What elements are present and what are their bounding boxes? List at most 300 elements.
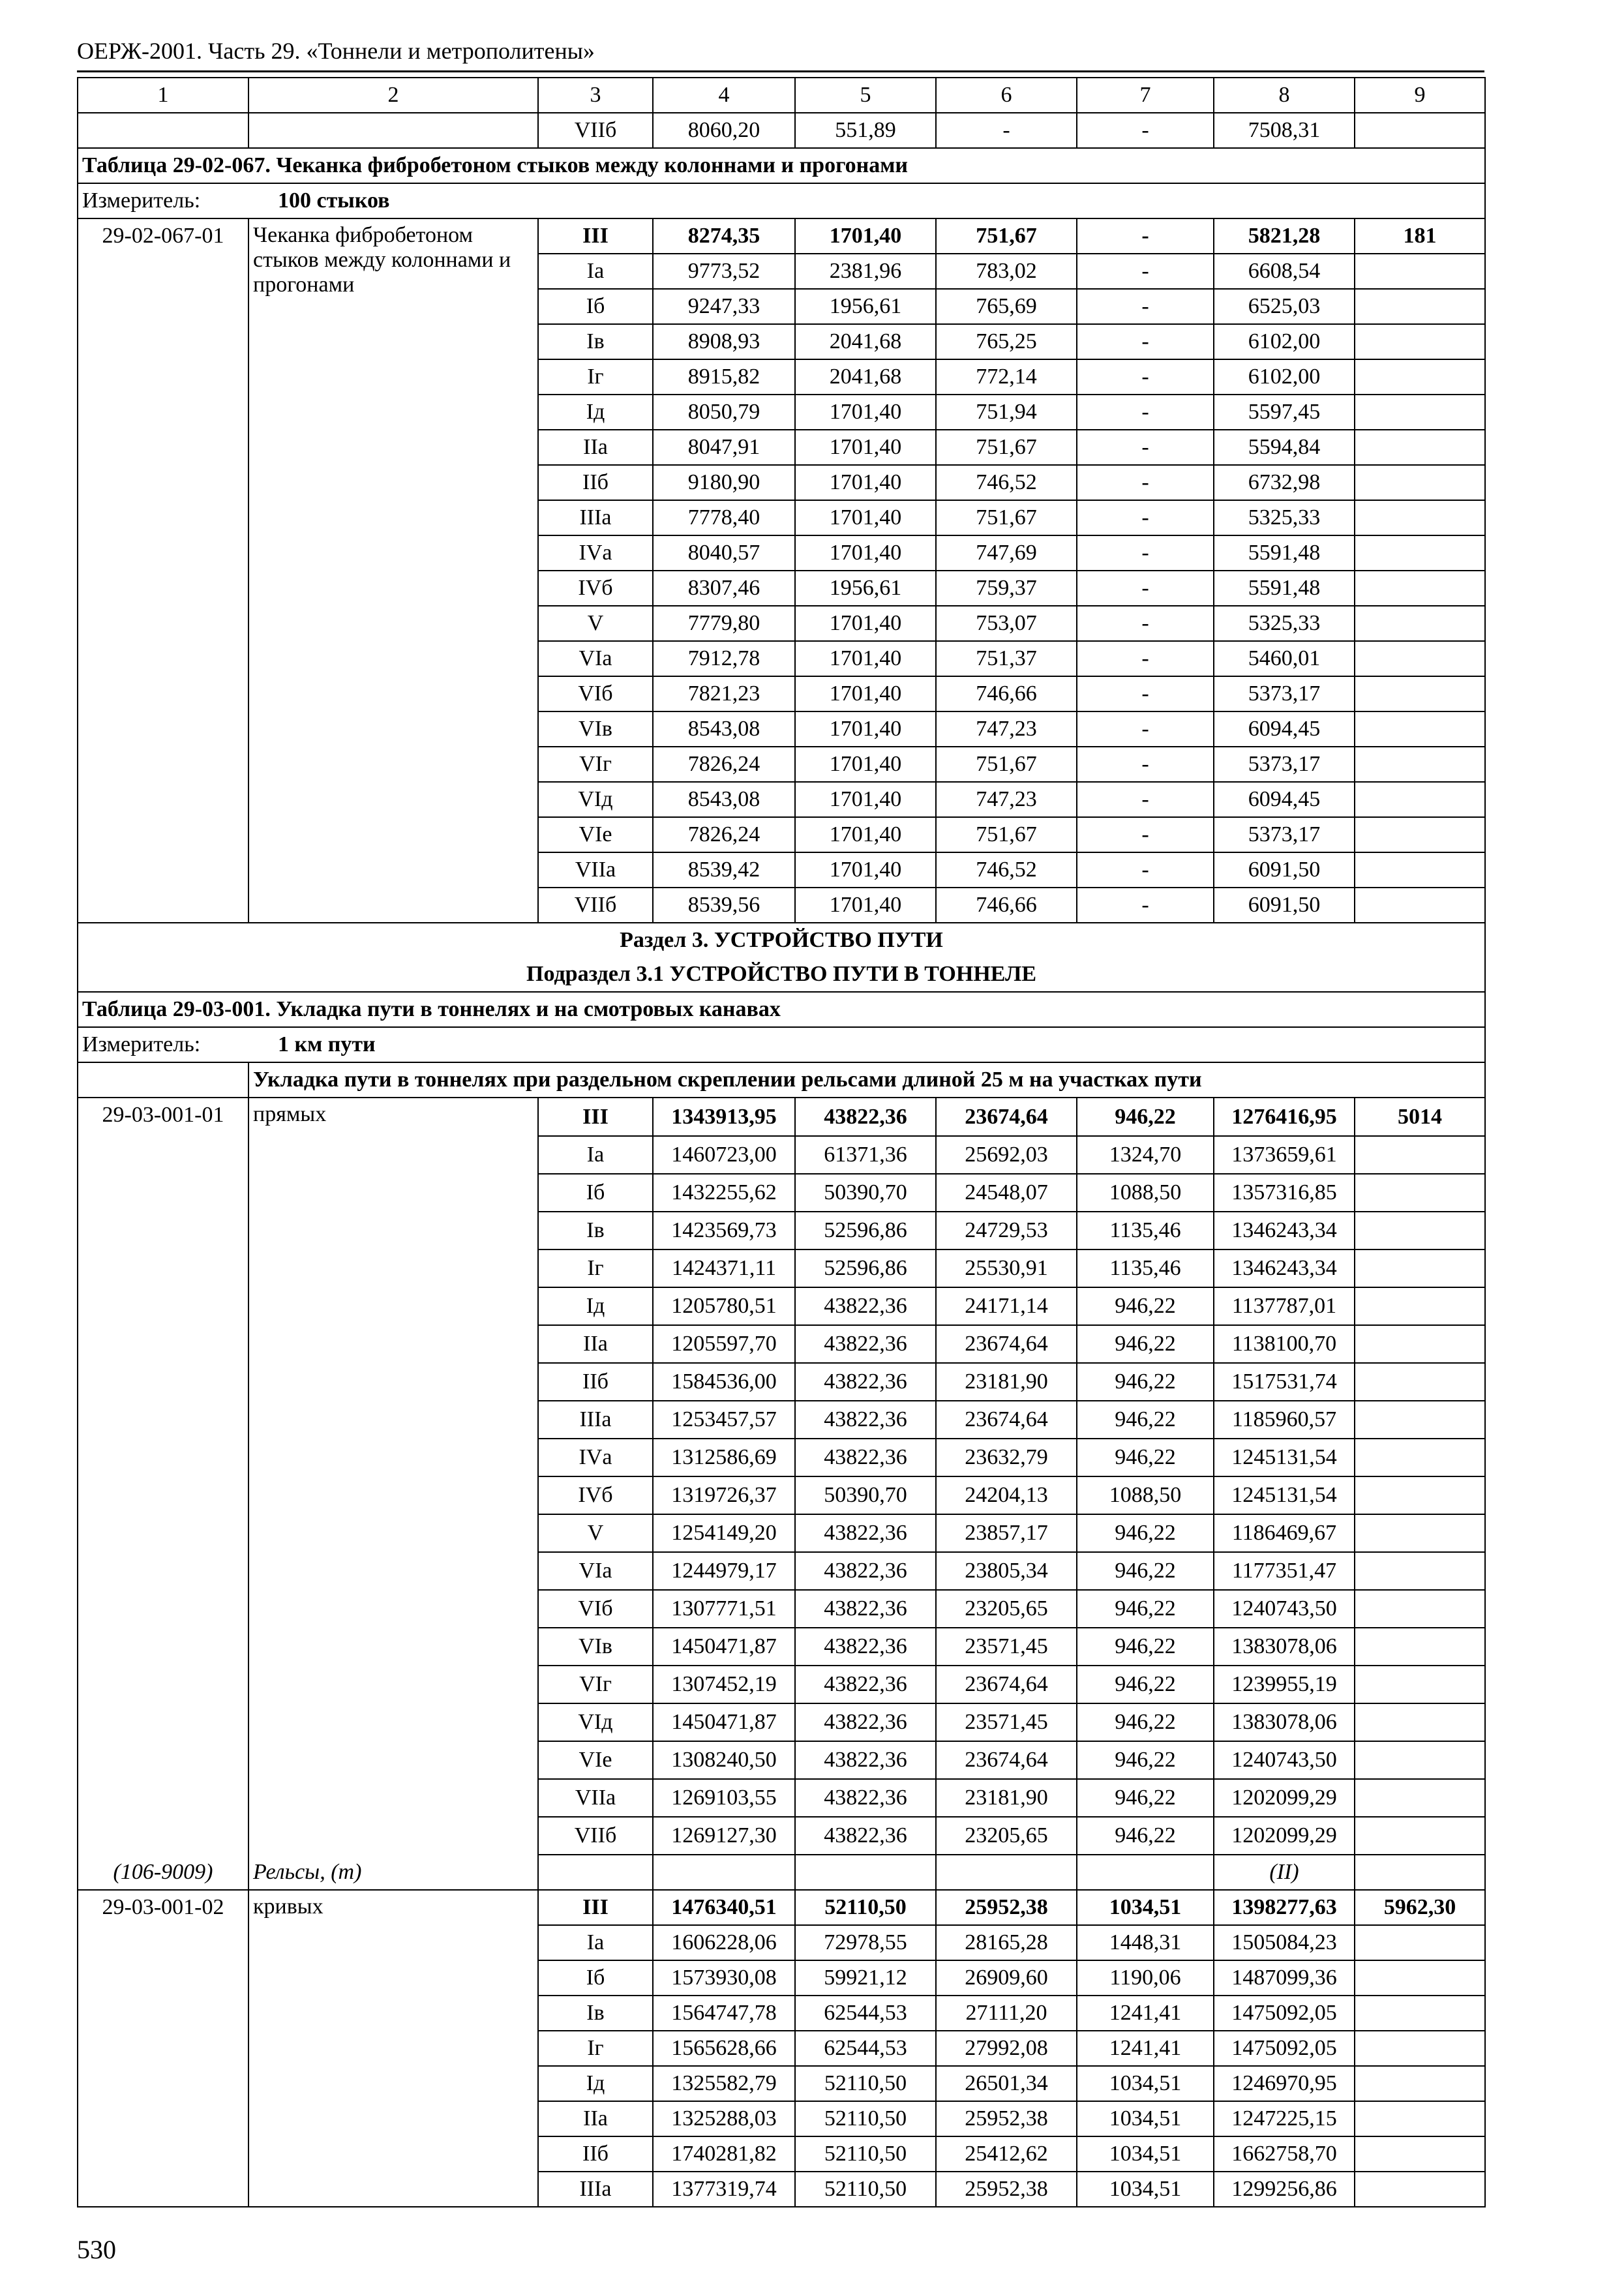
value-cell: - [936, 113, 1077, 148]
empty-cell [248, 1174, 538, 1212]
value-cell: 7826,24 [653, 747, 795, 782]
value-cell: - [1077, 782, 1214, 817]
value-cell: 7912,78 [653, 641, 795, 676]
value-cell: 25952,38 [936, 1890, 1077, 1925]
value-cell: 8908,93 [653, 324, 795, 359]
value-cell: 1701,40 [795, 500, 936, 535]
value-cell: 783,02 [936, 254, 1077, 289]
value-cell: 1034,51 [1077, 2101, 1214, 2136]
item-col9: 181 [1355, 218, 1485, 254]
empty-cell [1355, 2136, 1485, 2172]
value-cell: 751,37 [936, 641, 1077, 676]
value-cell: 1357316,85 [1214, 1174, 1355, 1212]
zone-cell: VIд [538, 782, 653, 817]
value-cell: 52110,50 [795, 2136, 936, 2172]
value-cell: 1701,40 [795, 817, 936, 852]
value-cell: 946,22 [1077, 1817, 1214, 1855]
value-cell: 24729,53 [936, 1212, 1077, 1249]
unit-value: 100 стыков [278, 188, 390, 213]
item-col9: 5014 [1355, 1098, 1485, 1136]
zone-cell: VIв [538, 1628, 653, 1666]
empty-cell [1355, 535, 1485, 571]
empty-cell [1355, 1960, 1485, 1996]
value-cell: 43822,36 [795, 1514, 936, 1552]
zone-cell: Iд [538, 1287, 653, 1325]
empty-cell [78, 1401, 248, 1439]
resource-group: (II) [1214, 1855, 1355, 1890]
zone-cell: IVб [538, 1476, 653, 1514]
unit-value: 1 км пути [278, 1032, 376, 1056]
value-cell: - [1077, 430, 1214, 465]
value-cell: 1377319,74 [653, 2172, 795, 2207]
value-cell: 772,14 [936, 359, 1077, 395]
zone-cell: Iв [538, 1996, 653, 2031]
empty-cell [1355, 1136, 1485, 1174]
value-cell: - [1077, 324, 1214, 359]
zone-cell: III [538, 218, 653, 254]
value-cell: 7821,23 [653, 676, 795, 711]
empty-cell [78, 1062, 248, 1098]
empty-cell [936, 1855, 1077, 1890]
empty-cell [1355, 1703, 1485, 1741]
table-subheading: Укладка пути в тоннелях при раздельном скреплении рельсами длиной 25 м на участках пути [248, 1062, 1485, 1098]
table-row [78, 1666, 1485, 1703]
empty-cell [248, 1552, 538, 1590]
value-cell: 23205,65 [936, 1590, 1077, 1628]
table-row [78, 1628, 1485, 1666]
table-row [78, 1590, 1485, 1628]
value-cell: 9247,33 [653, 289, 795, 324]
value-cell: 1956,61 [795, 571, 936, 606]
value-cell: 551,89 [795, 113, 936, 148]
section-title: Раздел 3. УСТРОЙСТВО ПУТИ [620, 928, 943, 952]
value-cell: - [1077, 465, 1214, 500]
value-cell: 43822,36 [795, 1098, 936, 1136]
value-cell: 1319726,37 [653, 1476, 795, 1514]
value-cell: 1325288,03 [653, 2101, 795, 2136]
zone-cell: Iд [538, 395, 653, 430]
zone-cell: Iв [538, 1212, 653, 1249]
value-cell: 1606228,06 [653, 1925, 795, 1960]
empty-cell [1355, 1552, 1485, 1590]
value-cell: 946,22 [1077, 1363, 1214, 1401]
zone-cell: VIIа [538, 852, 653, 888]
value-cell: 1460723,00 [653, 1136, 795, 1174]
value-cell: 1373659,61 [1214, 1136, 1355, 1174]
zone-cell: IIа [538, 1325, 653, 1363]
value-cell: 2041,68 [795, 359, 936, 395]
value-cell: 23674,64 [936, 1325, 1077, 1363]
value-cell: 62544,53 [795, 2031, 936, 2066]
value-cell: 5594,84 [1214, 430, 1355, 465]
empty-cell [78, 1779, 248, 1817]
value-cell: 1241,41 [1077, 1996, 1214, 2031]
value-cell: 52110,50 [795, 1890, 936, 1925]
value-cell: - [1077, 852, 1214, 888]
value-cell: 1701,40 [795, 888, 936, 923]
value-cell: 25952,38 [936, 2101, 1077, 2136]
empty-cell [78, 1174, 248, 1212]
value-cell: 1241,41 [1077, 2031, 1214, 2066]
value-cell: 8307,46 [653, 571, 795, 606]
value-cell: 1137787,01 [1214, 1287, 1355, 1325]
empty-cell [78, 1703, 248, 1741]
zone-cell: VIг [538, 747, 653, 782]
value-cell: 43822,36 [795, 1628, 936, 1666]
value-cell: 1701,40 [795, 606, 936, 641]
value-cell: 747,69 [936, 535, 1077, 571]
empty-cell [1355, 1439, 1485, 1476]
value-cell: 6525,03 [1214, 289, 1355, 324]
zone-cell: VIб [538, 676, 653, 711]
empty-cell [78, 1590, 248, 1628]
value-cell: 1346243,34 [1214, 1212, 1355, 1249]
table-row [78, 1476, 1485, 1514]
value-cell: 1299256,86 [1214, 2172, 1355, 2207]
value-cell: 25952,38 [936, 2172, 1077, 2207]
table-row [78, 218, 1485, 254]
unit-label: Измеритель: [82, 1032, 201, 1056]
value-cell: 1517531,74 [1214, 1363, 1355, 1401]
empty-cell [1355, 571, 1485, 606]
value-cell: 1308240,50 [653, 1741, 795, 1779]
value-cell: 1956,61 [795, 289, 936, 324]
value-cell: 23571,45 [936, 1628, 1077, 1666]
empty-cell [1355, 2031, 1485, 2066]
empty-cell [1355, 1212, 1485, 1249]
table-title: Таблица 29-03-001. Укладка пути в тоннелях и на смотровых канавах [78, 992, 1485, 1027]
value-cell: 1346243,34 [1214, 1249, 1355, 1287]
column-number-cell: 2 [248, 78, 538, 113]
table-row [78, 1552, 1485, 1590]
table-row [78, 1098, 1485, 1136]
column-number-cell: 7 [1077, 78, 1214, 113]
column-number-cell: 4 [653, 78, 795, 113]
value-cell: 1138100,70 [1214, 1325, 1355, 1363]
value-cell: 6094,45 [1214, 711, 1355, 747]
value-cell: 1247225,15 [1214, 2101, 1355, 2136]
value-cell: 946,22 [1077, 1703, 1214, 1741]
table-row [78, 1287, 1485, 1325]
value-cell: 43822,36 [795, 1703, 936, 1741]
column-number-cell: 9 [1355, 78, 1485, 113]
value-cell: 1584536,00 [653, 1363, 795, 1401]
empty-cell [1355, 1287, 1485, 1325]
value-cell: 1034,51 [1077, 2172, 1214, 2207]
value-cell: 5591,48 [1214, 571, 1355, 606]
resource-note-row [78, 1855, 1485, 1890]
rates-table [77, 77, 1486, 2207]
value-cell: 8040,57 [653, 535, 795, 571]
value-cell: 7508,31 [1214, 113, 1355, 148]
value-cell: 6608,54 [1214, 254, 1355, 289]
zone-cell: Iа [538, 1136, 653, 1174]
empty-cell [1355, 1628, 1485, 1666]
value-cell: 1135,46 [1077, 1212, 1214, 1249]
value-cell: 5460,01 [1214, 641, 1355, 676]
empty-cell [78, 1476, 248, 1514]
value-cell: 1088,50 [1077, 1174, 1214, 1212]
value-cell: 1383078,06 [1214, 1703, 1355, 1741]
value-cell: 1475092,05 [1214, 1996, 1355, 2031]
value-cell: 25530,91 [936, 1249, 1077, 1287]
value-cell: 765,25 [936, 324, 1077, 359]
value-cell: 946,22 [1077, 1666, 1214, 1703]
value-cell: 751,94 [936, 395, 1077, 430]
value-cell: 751,67 [936, 500, 1077, 535]
empty-cell [78, 1363, 248, 1401]
section-heading-row [78, 923, 1485, 992]
value-cell: 751,67 [936, 817, 1077, 852]
value-cell: 1186469,67 [1214, 1514, 1355, 1552]
carryover-row [78, 113, 1485, 148]
value-cell: 23674,64 [936, 1666, 1077, 1703]
zone-cell: Iа [538, 254, 653, 289]
value-cell: 747,23 [936, 782, 1077, 817]
table-row [78, 1363, 1485, 1401]
value-cell: 1205780,51 [653, 1287, 795, 1325]
value-cell: 1246970,95 [1214, 2066, 1355, 2101]
zone-cell: III [538, 1890, 653, 1925]
empty-cell [248, 1287, 538, 1325]
value-cell: - [1077, 711, 1214, 747]
value-cell: 28165,28 [936, 1925, 1077, 1960]
value-cell: 946,22 [1077, 1779, 1214, 1817]
value-cell: 50390,70 [795, 1174, 936, 1212]
value-cell: 747,23 [936, 711, 1077, 747]
table-title-row [78, 148, 1485, 183]
item-name: Чеканка фибробетоном стыков между колоннами и прогонами [248, 218, 538, 923]
table-row [78, 1401, 1485, 1439]
zone-cell: VIIб [538, 888, 653, 923]
value-cell: 6091,50 [1214, 888, 1355, 923]
value-cell: 1424371,11 [653, 1249, 795, 1287]
value-cell: 8274,35 [653, 218, 795, 254]
empty-cell [248, 1363, 538, 1401]
value-cell: 946,22 [1077, 1439, 1214, 1476]
empty-cell [78, 1817, 248, 1855]
value-cell: 23857,17 [936, 1514, 1077, 1552]
empty-cell [1355, 1590, 1485, 1628]
value-cell: 1505084,23 [1214, 1925, 1355, 1960]
column-number-cell: 3 [538, 78, 653, 113]
value-cell: 1034,51 [1077, 2066, 1214, 2101]
value-cell: 9180,90 [653, 465, 795, 500]
value-cell: 746,52 [936, 852, 1077, 888]
value-cell: 2041,68 [795, 324, 936, 359]
value-cell: 7779,80 [653, 606, 795, 641]
zone-cell: IIIа [538, 2172, 653, 2207]
value-cell: 43822,36 [795, 1325, 936, 1363]
value-cell: 1343913,95 [653, 1098, 795, 1136]
empty-cell [1355, 641, 1485, 676]
value-cell: 1307452,19 [653, 1666, 795, 1703]
value-cell: 751,67 [936, 430, 1077, 465]
value-cell: 1307771,51 [653, 1590, 795, 1628]
empty-cell [248, 113, 538, 148]
value-cell: 26501,34 [936, 2066, 1077, 2101]
value-cell: 5373,17 [1214, 817, 1355, 852]
value-cell: 43822,36 [795, 1439, 936, 1476]
empty-cell [78, 1666, 248, 1703]
empty-cell [1355, 888, 1485, 923]
value-cell: 24171,14 [936, 1287, 1077, 1325]
value-cell: 1701,40 [795, 852, 936, 888]
empty-cell [78, 1628, 248, 1666]
empty-cell [248, 1703, 538, 1741]
value-cell: 23181,90 [936, 1779, 1077, 1817]
item-name: кривых [248, 1890, 538, 2207]
value-cell: 1701,40 [795, 641, 936, 676]
value-cell: - [1077, 500, 1214, 535]
value-cell: 946,22 [1077, 1325, 1214, 1363]
value-cell: 5325,33 [1214, 500, 1355, 535]
value-cell: 1701,40 [795, 218, 936, 254]
empty-cell [1355, 747, 1485, 782]
empty-cell [1355, 1666, 1485, 1703]
zone-cell: V [538, 1514, 653, 1552]
zone-cell: VIа [538, 641, 653, 676]
zone-cell: IIIа [538, 1401, 653, 1439]
empty-cell [1077, 1855, 1214, 1890]
zone-cell: V [538, 606, 653, 641]
empty-cell [1355, 782, 1485, 817]
value-cell: 746,66 [936, 888, 1077, 923]
value-cell: 23205,65 [936, 1817, 1077, 1855]
value-cell: 23181,90 [936, 1363, 1077, 1401]
empty-cell [1355, 1925, 1485, 1960]
value-cell: - [1077, 113, 1214, 148]
value-cell: 1034,51 [1077, 2136, 1214, 2172]
value-cell: 43822,36 [795, 1287, 936, 1325]
value-cell: 27992,08 [936, 2031, 1077, 2066]
empty-cell [78, 1439, 248, 1476]
unit-cell [78, 1027, 1485, 1062]
empty-cell [78, 1287, 248, 1325]
empty-cell [78, 1136, 248, 1174]
value-cell: 43822,36 [795, 1590, 936, 1628]
table-row [78, 1325, 1485, 1363]
value-cell: 2381,96 [795, 254, 936, 289]
zone-cell: VIг [538, 1666, 653, 1703]
value-cell: 765,69 [936, 289, 1077, 324]
value-cell: 52596,86 [795, 1212, 936, 1249]
value-cell: 746,66 [936, 676, 1077, 711]
value-cell: 753,07 [936, 606, 1077, 641]
subheading-row [78, 1062, 1485, 1098]
value-cell: 1205597,70 [653, 1325, 795, 1363]
zone-cell: IIб [538, 1363, 653, 1401]
empty-cell [248, 1212, 538, 1249]
value-cell: 1269103,55 [653, 1779, 795, 1817]
value-cell: 5325,33 [1214, 606, 1355, 641]
value-cell: 1701,40 [795, 782, 936, 817]
value-cell: 1269127,30 [653, 1817, 795, 1855]
empty-cell [1355, 1249, 1485, 1287]
value-cell: - [1077, 359, 1214, 395]
empty-cell [78, 1212, 248, 1249]
value-cell: - [1077, 289, 1214, 324]
empty-cell [1355, 254, 1485, 289]
empty-cell [1355, 324, 1485, 359]
table-row [78, 1703, 1485, 1741]
value-cell: 1325582,79 [653, 2066, 795, 2101]
zone-cell: Iг [538, 1249, 653, 1287]
page-number: 530 [77, 2235, 116, 2264]
zone-cell: VIа [538, 1552, 653, 1590]
empty-cell [248, 1249, 538, 1287]
value-cell: 946,22 [1077, 1741, 1214, 1779]
value-cell: 59921,12 [795, 1960, 936, 1996]
value-cell: 746,52 [936, 465, 1077, 500]
zone-cell: IVа [538, 535, 653, 571]
value-cell: - [1077, 817, 1214, 852]
value-cell: 52110,50 [795, 2101, 936, 2136]
table-row [78, 1514, 1485, 1552]
empty-cell [1355, 1741, 1485, 1779]
unit-cell [78, 183, 1485, 218]
zone-cell: VIд [538, 1703, 653, 1741]
value-cell: 1701,40 [795, 535, 936, 571]
empty-cell [248, 1817, 538, 1855]
value-cell: 1701,40 [795, 747, 936, 782]
value-cell: 1135,46 [1077, 1249, 1214, 1287]
value-cell: 5373,17 [1214, 747, 1355, 782]
zone-cell: IIб [538, 2136, 653, 2172]
table-row [78, 1249, 1485, 1287]
table-row [78, 1212, 1485, 1249]
value-cell: 6732,98 [1214, 465, 1355, 500]
empty-cell [1355, 852, 1485, 888]
value-cell: 52110,50 [795, 2172, 936, 2207]
zone-cell: III [538, 1098, 653, 1136]
empty-cell [1355, 1514, 1485, 1552]
item-code: 29-02-067-01 [78, 218, 248, 923]
value-cell: 8543,08 [653, 782, 795, 817]
zone-cell: IIа [538, 430, 653, 465]
empty-cell [1355, 817, 1485, 852]
value-cell: 8050,79 [653, 395, 795, 430]
item-code: 29-03-001-01 [78, 1098, 248, 1136]
resource-code: (106-9009) [78, 1855, 248, 1890]
table-row [78, 1890, 1485, 1925]
empty-cell [248, 1136, 538, 1174]
empty-cell [1355, 430, 1485, 465]
value-cell: 26909,60 [936, 1960, 1077, 1996]
table-body [78, 78, 1485, 2207]
value-cell: 27111,20 [936, 1996, 1077, 2031]
zone-cell: IIб [538, 465, 653, 500]
value-cell: 24548,07 [936, 1174, 1077, 1212]
table-row [78, 1136, 1485, 1174]
empty-cell [248, 1741, 538, 1779]
empty-cell [1355, 1363, 1485, 1401]
value-cell: 6094,45 [1214, 782, 1355, 817]
empty-cell [1355, 395, 1485, 430]
empty-cell [1355, 711, 1485, 747]
table-row [78, 1779, 1485, 1817]
value-cell: 1245131,54 [1214, 1439, 1355, 1476]
zone-cell: IIа [538, 2101, 653, 2136]
zone-cell: IIIа [538, 500, 653, 535]
value-cell: 1190,06 [1077, 1960, 1214, 1996]
empty-cell [1355, 289, 1485, 324]
value-cell: 759,37 [936, 571, 1077, 606]
empty-cell [1355, 2101, 1485, 2136]
unit-row [78, 1027, 1485, 1062]
zone-cell: Iб [538, 1174, 653, 1212]
value-cell: 1573930,08 [653, 1960, 795, 1996]
